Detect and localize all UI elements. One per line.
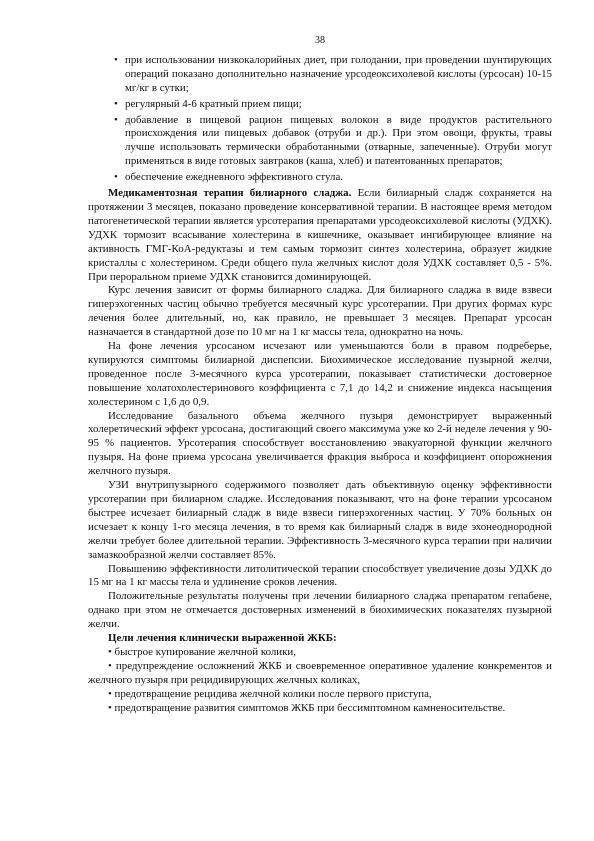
paragraph-drug-therapy [88, 187, 552, 284]
list-item [88, 114, 552, 170]
list-item-text: добавление в пищевой рацион пищевых волокон в виде продуктов растительного происхождения или пищевых добавок (отруби и др.). При этом овощи, фрукты, травы лучше использовать термически обработанными (отварные, запеченные). Отруби могут применяться в виде готовых завтраков (каша, хлеб) и патентованных препаратов; [125, 113, 552, 168]
bullet-icon: • [114, 97, 118, 110]
list-item-text: при использовании низкокалорийных диет, при голодании, при проведении шунтирующих операций показано дополнительно назначение урсодеоксихолевой кислоты (урсосан) 10-15 мг/кг в сутки; [125, 53, 552, 94]
paragraph-ultrasound: УЗИ внутрипузырного содержимого позволяет дать объективную оценку эффективности урсотерапии при билиарном сладже. Исследования показывают, что на фоне терапии урсосаном быстрее исчезает билиарный сладж в виде взвеси гиперэхогенных частиц. У 70% больных он исчезает к концу 1-го месяца лечения, в то время как билиарный сладж в виде эхонеоднородной желчи требует более длительной терапии. Эффективность 3-месячного курса терапии при наличии замазкообразной желчи составляет 85%. [88, 479, 552, 561]
list-item [88, 98, 552, 112]
goal-item: • предупреждение осложнений ЖКБ и своевременное оперативное удаление конкрементов и желчного пузыря при рецидивирующих желчных коликах, [88, 659, 552, 686]
section-heading: Медикаментозная терапия билиарного сладжа. [108, 187, 352, 200]
paragraph-course: Курс лечения зависит от формы билиарного сладжа. Для билиарного сладжа в виде взвеси гиперэхогенных частиц обычно требуется месячный курс урсотерапии. При других формах курс лечения более длительный, но, как правило, не превышает 3 месяцев. Препарат урсосан назначается в стандартной дозе по 10 мг на 1 кг массы тела, однократно на ночь. [88, 284, 552, 339]
bullet-icon: • [114, 53, 118, 66]
paragraph-dose: Повышению эффективности литолитической терапии способствует увеличение дозы УДХК до 15 мг на 1 кг массы тела и удлинение сроков лечения. [88, 562, 552, 589]
goals-heading: Цели лечения клинически выраженной ЖКБ: [108, 632, 337, 645]
bullet-icon: • [114, 171, 118, 184]
paragraph-effects: На фоне лечения урсосаном исчезают или уменьшаются боли в правом подреберье, купируются симптомы билиарной диспепсии. Биохимическое исследование пузырной желчи, проведенное после 3-месячного курса урсотерапии, показывает статистически достоверное повышение холатохолестеринового коэффициента с 7,1 до 14,2 и снижение индекса насыщения холестерином с 1,6 до 0,9. [88, 340, 552, 408]
list-item [88, 171, 552, 185]
list-item-text: регулярный 4-6 кратный прием пищи; [125, 97, 302, 110]
diet-bullet-list [88, 54, 552, 185]
paragraph-text: Если билиарный сладж сохраняется на протяжении 3 месяцев, показано проведение консервативной терапии. В настоящее время методом патогенетической терапии является урсотерапия препаратами урсодеоксихолевой кислоты (УДХК). УДХК тормозит всасывание холестерина в кишечнике, оказывает ингибирующее влияние на активность ГМГ-КоА-редуктазы и тем самым тормозит синтез холестерина, образует жидкие кристаллы с холестерином. Среди общего пула желчных кислот доля УДХК составляет 0,5 - 5%. При пероральном приеме УДХК становится доминирующей. [88, 187, 552, 283]
paragraph-hepabene: Положительные результаты получены при лечении билиарного сладжа препаратом гепабене, однако при этом не отмечается достоверных изменений в биохимических показателях пузырной желчи. [88, 590, 552, 631]
goal-item: • предотвращение рецидива желчной колики после первого приступа, [108, 687, 432, 700]
goal-item: • быстрое купирование желчной колики, [108, 645, 296, 658]
bullet-icon: • [114, 113, 118, 126]
list-item [88, 54, 552, 96]
list-item-text: обеспечение ежедневного эффективного стула. [125, 171, 343, 184]
page-number: 38 [315, 35, 325, 46]
document-page [88, 34, 552, 716]
goal-item: • предотвращение развития симптомов ЖКБ при бессимптомном камненосительстве. [108, 701, 506, 714]
paragraph-gallbladder-volume: Исследование базального объема желчного пузыря демонстрирует выраженный холеретический эффект урсосана, достигающий своего максимума уже ко 2-й неделе лечения у 90-95 % пациентов. Урсотерапия способствует восстановлению эвакуаторной функции желчного пузыря. На фоне приема урсосана увеличивается фракция выброса и коэффициент опорожнения желчного пузыря. [88, 409, 552, 478]
